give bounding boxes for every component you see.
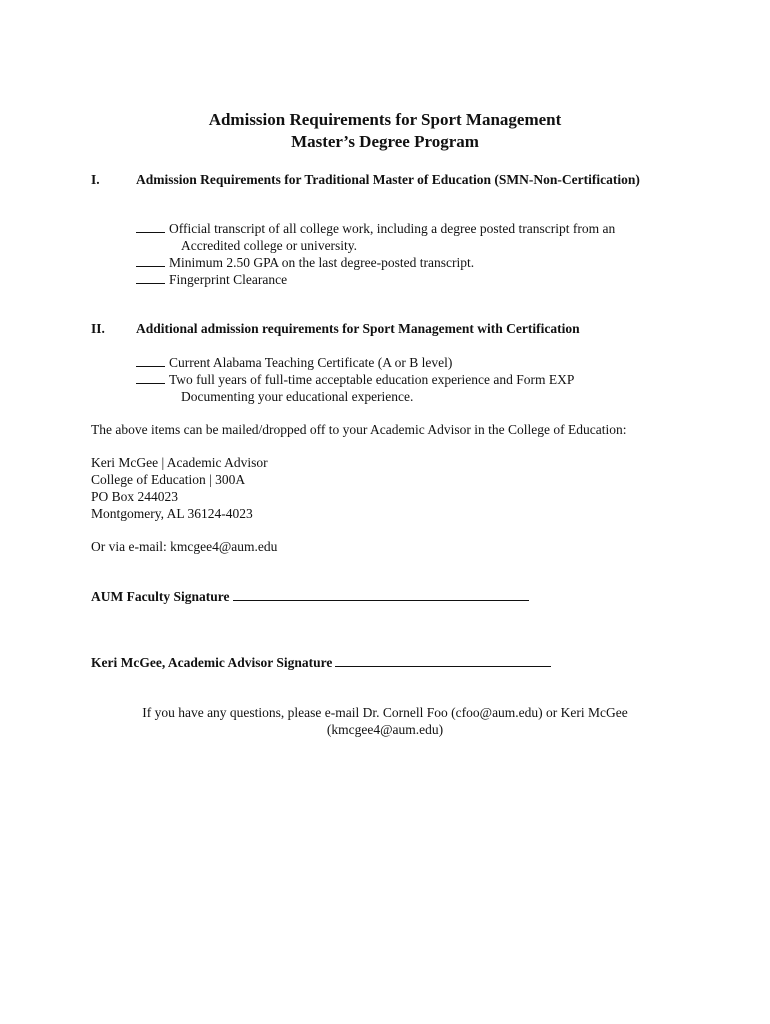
email-note: Or via e-mail: kmcgee4@aum.edu [91, 539, 278, 554]
section1-item2 [136, 254, 474, 271]
faculty-signature-field[interactable] [233, 588, 529, 601]
faculty-signature-row [91, 588, 529, 605]
checkbox-blank[interactable] [136, 354, 165, 367]
address-line4: Montgomery, AL 36124-4023 [91, 506, 253, 521]
section2-number: II. [91, 321, 105, 336]
section1-item1 [136, 220, 615, 237]
section2-item1 [136, 354, 452, 371]
document-title-line1: Admission Requirements for Sport Management [208, 110, 562, 129]
section2-item2 [136, 371, 574, 388]
section1-item1-text: Official transcript of all college work, including a degree posted transcript from an [169, 221, 616, 236]
section1-item3-text: Fingerprint Clearance [169, 272, 288, 287]
checkbox-blank[interactable] [136, 271, 165, 284]
section1-item3 [136, 271, 287, 288]
section2-item1-text: Current Alabama Teaching Certificate (A or B level) [169, 355, 453, 370]
section1-item2-text: Minimum 2.50 GPA on the last degree-posted transcript. [169, 255, 475, 270]
section2-heading: Additional admission requirements for Sport Management with Certification [136, 321, 580, 336]
section1-item1-cont: Accredited college or university. [181, 238, 358, 253]
address-line1: Keri McGee | Academic Advisor [91, 455, 268, 470]
section2-item2-text: Two full years of full-time acceptable education experience and Form EXP [169, 372, 575, 387]
section2-item2-cont: Documenting your educational experience. [181, 389, 414, 404]
advisor-signature-field[interactable] [335, 654, 551, 667]
footer-line1: If you have any questions, please e-mail Dr. Cornell Foo (cfoo@aum.edu) or Keri McGee [142, 705, 628, 720]
section1-number: I. [91, 172, 100, 187]
advisor-signature-row [91, 654, 551, 671]
document-title-line2: Master’s Degree Program [291, 132, 479, 151]
checkbox-blank[interactable] [136, 371, 165, 384]
faculty-signature-label: AUM Faculty Signature [91, 589, 230, 604]
footer-line2: (kmcgee4@aum.edu) [326, 722, 444, 737]
checkbox-blank[interactable] [136, 220, 165, 233]
advisor-signature-label: Keri McGee, Academic Advisor Signature [91, 655, 333, 670]
address-line2: College of Education | 300A [91, 472, 246, 487]
checkbox-blank[interactable] [136, 254, 165, 267]
address-line3: PO Box 244023 [91, 489, 179, 504]
section1-heading: Admission Requirements for Traditional Master of Education (SMN-Non-Certification) [136, 172, 640, 187]
mail-note: The above items can be mailed/dropped off to your Academic Advisor in the College of Education: [91, 422, 627, 437]
